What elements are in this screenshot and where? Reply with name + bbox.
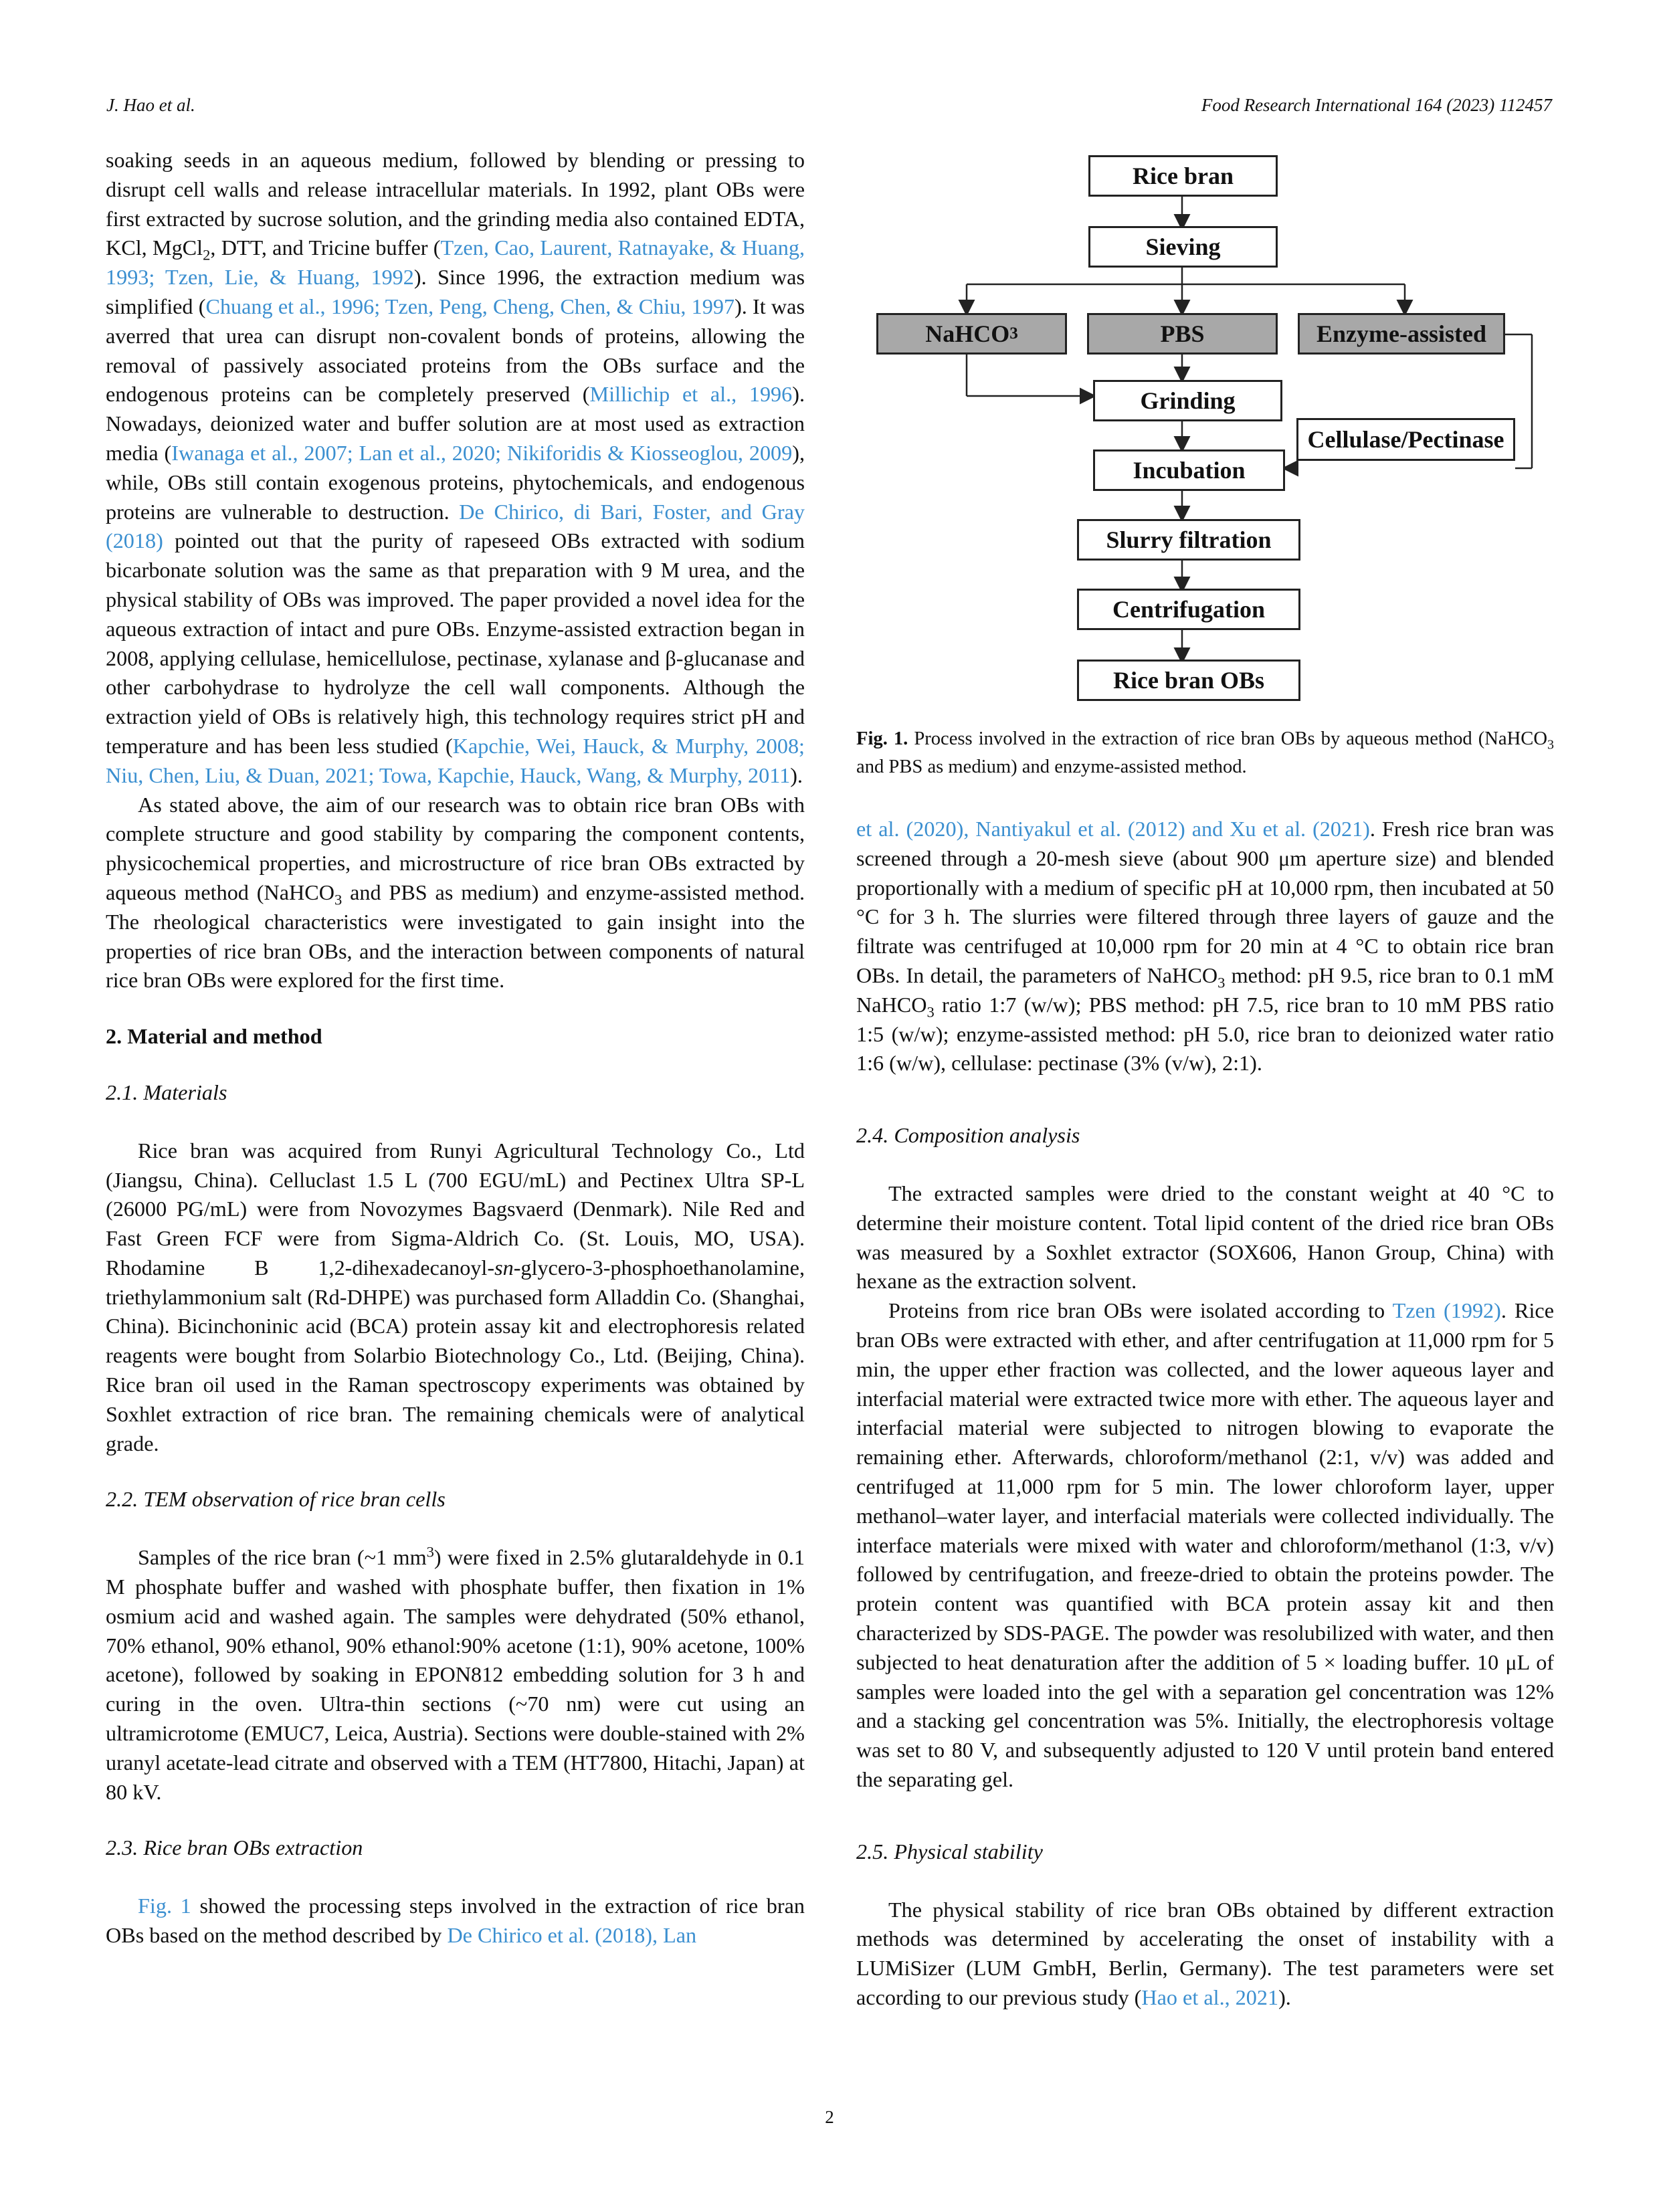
paragraph-materials: Rice bran was acquired from Runyi Agricultural Technology Co., Ltd (Jiangsu, China). Celluclast 1.5 L (700 EGU/mL) and Pectinex Ultra SP-L (26000 PG/mL) were from Novozymes Bagsvaerd (Denmark). Nile Red and Fast Green FCF were from Sigma-Aldrich Co. (St. Louis, MO, USA). Rhodamine B 1,2-dihexadecanoyl-sn-glycero-3-phosphoethanolamine, triethylammonium salt (Rd-DHPE) was purchased form Alladdin Co. (Shanghai, China). Bicinchoninic acid (BCA) protein assay kit and electrophoresis related reagents were bought from Solarbio Biotechnology Co., Ltd. (Beijing, China). Rice bran oil used in the Raman spectroscopy experiments was obtained by Soxhlet extraction of rice bran. The remaining chemicals were of analytical grade. <box>106 1138 805 1455</box>
paragraph-aim: As stated above, the aim of our research was to obtain rice bran OBs with complete structure and good stability by comparing the component contents, physicochemical properties, and microstructure of rice bran OBs extracted by aqueous method (NaHCO$_3$ and PBS as medium) and enzyme-assisted method. The rheological characteristics were investigated to gain insight into the properties of rice bran OBs, and the interaction between components of natural rice bran OBs were explored for the first time. <box>106 792 805 993</box>
paragraph-physical-stability: The physical stability of rice bran OBs obtained by different extraction methods was determined by accelerating the onset of instability with a LUMiSizer (LUM GmbH, Berlin, Germany). The test parameters were set according to our previous study (Hao et al., 2021). <box>856 1897 1554 2009</box>
paragraph-composition: The extracted samples were dried to the constant weight at 40 °C to determine their moisture content. Total lipid content of the dried rice bran OBs was measured by a Soxhlet extractor (SOX606, Hanon Group, China) with hexane as the extraction solvent. <box>856 1181 1554 1294</box>
step-rice-bran-obs: Rice bran OBs <box>1077 660 1300 701</box>
method-nahco3: NaHCO 3 <box>876 313 1067 355</box>
citation-link[interactable]: Millichip et al., 1996 <box>589 382 793 407</box>
figure-1-caption: Fig. 1. Process involved in the extraction of rice bran OBs by aqueous method (NaHCO$_3$ and PBS as medium) and enzyme-assisted method. <box>856 728 1554 777</box>
running-header-authors: J. Hao et al. <box>106 95 195 115</box>
subsection-heading-materials: 2.1. Materials <box>106 1080 227 1104</box>
citation-link[interactable]: Hao et al., 2021 <box>1141 1985 1279 2009</box>
page-number: 2 <box>825 2107 834 2127</box>
subsection-heading-composition: 2.4. Composition analysis <box>856 1123 1080 1148</box>
paragraph-extraction: Fig. 1 showed the processing steps involved in the extraction of rice bran OBs based on the method described by De Chirico et al. (2018), Lan <box>106 1894 805 1948</box>
subsection-heading-tem: 2.2. TEM observation of rice bran cells <box>106 1487 446 1512</box>
method-enzyme-assisted: Enzyme-assisted <box>1298 313 1505 355</box>
citation-link[interactable]: Tzen (1992) <box>1392 1298 1501 1323</box>
citation-link[interactable]: et al. (2020), Nantiyakul et al. (2012) and Xu et al. (2021) <box>856 817 1370 841</box>
paragraph-tem: Samples of the rice bran (~1 $mm^3$) were fixed in 2.5% glutaraldehyde in 0.1 M phosphate buffer and washed with phosphate buffer, then fixation in 1% osmium acid and washed again. The samples were dehydrated (50% ethanol, 70% ethanol, 90% ethanol, 90% ethanol:90% acetone (1:1), 90% acetone, 100% acetone), followed by soaking in EPON812 embedding solution for 3 h and curing in the oven. Ultra-thin sections (~70 nm) were cut using an ultramicrotome (EMUC7, Leica, Austria). Sections were double-stained with 2% uranyl acetate-lead citrate and observed with a TEM (HT7800, Hitachi, Japan) at 80 kV. <box>106 1543 805 1804</box>
step-centrifugation: Centrifugation <box>1077 589 1300 630</box>
step-incubation: Incubation <box>1093 449 1285 491</box>
subsection-heading-extraction: 2.3. Rice bran OBs extraction <box>106 1835 363 1860</box>
paragraph-intro-extraction: soaking seeds in an aqueous medium, followed by blending or pressing to disrupt cell walls and release intracellular materials. In 1992, plant OBs were first extracted by sucrose solution, and the grinding media also contained EDTA, KCl, MgCl$_2$, DTT, and Tricine buffer (Tzen, Cao, Laurent, Ratnayake, & Huang, 1993; Tzen, Lie, & Huang, 1992). Since 1996, the extraction medium was simplified (Chuang et al., 1996; Tzen, Peng, Cheng, Chen, & Chiu, 1997). It was averred that urea can disrupt non-covalent bonds of proteins, allowing the removal of passively associated proteins from the OBs surface and the endogenous proteins can be completely preserved (Millichip et al., 1996). Nowadays, deionized water and buffer solution are at most used as extraction media (Iwanaga et al., 2007; Lan et al., 2020; Nikiforidis & Kiosseoglou, 2009), while, OBs still contain exogenous proteins, phytochemicals, and endogenous proteins are vulnerable to destruction. De Chirico, di Bari, Foster, and Gray (2018) pointed out that the purity of rapeseed OBs extracted with sodium bicarbonate solution was the same as that preparation with 9 M urea, and the physical stability of OBs was improved. The paper provided a novel idea for the aqueous extraction of intact and pure OBs. Enzyme-assisted extraction began in 2008, applying cellulase, hemicellulose, pectinase, xylanase and β-glucanase and other carbohydrase to hydrolyze the cell wall components. Although the extraction yield of OBs is relatively high, this technology requires strict pH and temperature and has been less studied (Kapchie, Wei, Hauck, & Murphy, 2008; Niu, Chen, Liu, & Duan, 2021; Towa, Kapchie, Hauck, Wang, & Murphy, 2011). <box>106 148 805 787</box>
paragraph-proteins: Proteins from rice bran OBs were isolated according to Tzen (1992). Rice bran OBs were extracted with ether, and after centrifugation at 11,000 rpm for 5 min, the upper ether fraction was collected, and the lower aqueous layer and interfacial material were extracted twice more with ether. The aqueous layer and interfacial material were subjected to nitrogen blowing to evaporate the remaining ether. Afterwards, chloroform/methanol (2:1, v/v) was added and centrifuged at 11,000 rpm for 5 min. The lower chloroform layer, upper methanol–water layer, and interfacial materials were collected individually. The interface materials were mixed with water and chloroform/methanol (1:3, v/v) followed by centrifugation, and freeze-dried to obtain the proteins powder. The protein content was quantified with BCA protein assay kit and then characterized by SDS-PAGE. The powder was resolubilized with water, and then subjected to heat denaturation after the addition of 5 × loading buffer. 10 μL of samples were loaded into the gel with a separation gel concentration was 12% and a stacking gel concentration was 5%. Initially, the electrophoresis voltage was set to 80 V, and subsequently adjusted to 120 V until protein band entered the separating gel. <box>856 1298 1555 1791</box>
citation-link[interactable]: Chuang et al., 1996; Tzen, Peng, Cheng, Chen, & Chiu, 1997 <box>205 294 735 318</box>
running-header-journal: Food Research International 164 (2023) 112457 <box>1201 95 1552 115</box>
method-pbs: PBS <box>1087 313 1278 355</box>
step-sieving: Sieving <box>1088 226 1278 268</box>
citation-link[interactable]: De Chirico, di Bari, Foster, and Gray (2018) <box>106 499 805 553</box>
figure-link[interactable]: Fig. 1 <box>138 1894 191 1918</box>
section-heading-material-method: 2. Material and method <box>106 1024 322 1049</box>
right-column <box>856 815 1554 2013</box>
citation-link[interactable]: Kapchie, Wei, Hauck, & Murphy, 2008; Niu, Chen, Liu, & Duan, 2021; Towa, Kapchie, Hauck, Wang, & Murphy, 2011 <box>106 733 805 787</box>
step-cellulase-pectinase: Cellulase/Pectinase <box>1296 418 1515 461</box>
subsection-heading-physical-stability: 2.5. Physical stability <box>856 1839 1043 1864</box>
citation-link[interactable]: Tzen, Cao, Laurent, Ratnayake, & Huang, 1993; Tzen, Lie, & Huang, 1992 <box>106 235 805 290</box>
left-column <box>106 146 805 1950</box>
citation-link[interactable]: De Chirico et al. (2018), Lan <box>447 1923 697 1948</box>
step-rice-bran: Rice bran <box>1088 155 1278 197</box>
paragraph-extraction-continued: et al. (2020), Nantiyakul et al. (2012) and Xu et al. (2021). Fresh rice bran was screened through a 20-mesh sieve (about 900 μm aperture size) and blended proportionally with a medium of specific pH at 10,000 rpm, then incubated at 50 °C for 3 h. The slurries were filtered through three layers of gauze and the filtrate was centrifuged at 10,000 rpm for 20 min at 4 °C to obtain rice bran OBs. In detail, the parameters of NaHCO$_3$ method: pH 9.5, rice bran to 0.1 mM NaHCO$_3$ ratio 1:7 (w/w); PBS method: pH 7.5, rice bran to 10 mM PBS ratio 1:5 (w/w); enzyme-assisted method: pH 5.0, rice bran to deionized water ratio 1:6 (w/w), cellulase: pectinase (3% (v/w), 2:1). <box>856 817 1555 1076</box>
figure-1-flowchart <box>870 147 1552 722</box>
step-grinding: Grinding <box>1093 380 1282 421</box>
citation-link[interactable]: Iwanaga et al., 2007; Lan et al., 2020; Nikiforidis & Kiosseoglou, 2009 <box>171 440 793 465</box>
step-slurry-filtration: Slurry filtration <box>1077 519 1300 561</box>
